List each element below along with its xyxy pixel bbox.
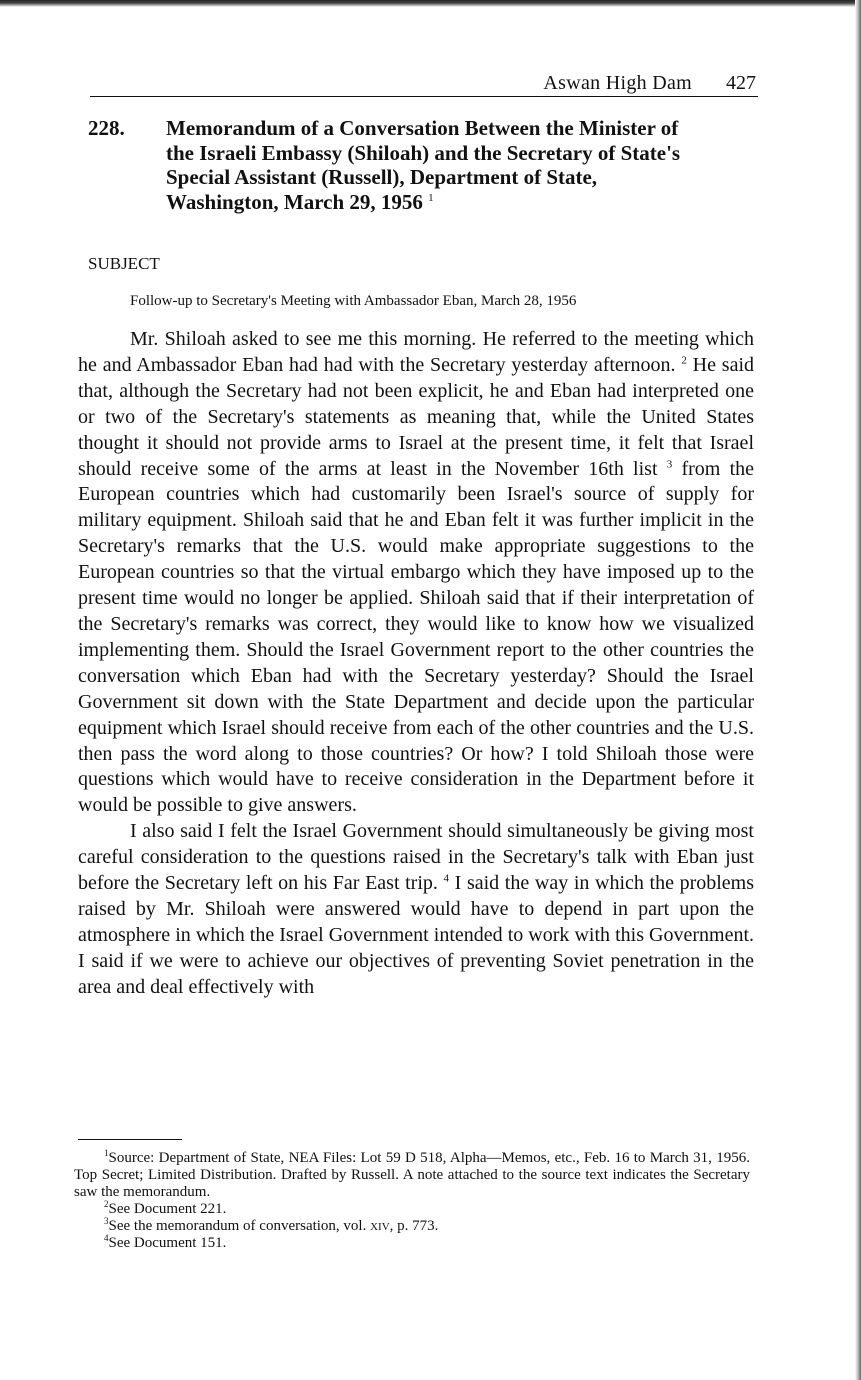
document-number: 228. [88, 116, 125, 140]
running-title: Aswan High Dam [543, 72, 692, 94]
title-line-text: Washington, March 29, 1956 [166, 189, 423, 214]
title-line: Special Assistant (Russell), Department of State, [166, 165, 598, 189]
title-line: Memorandum of a Conversation Between the Minister of [166, 116, 679, 140]
paragraph-text: I said the way in which the problems raised by Mr. Shiloah were answered would have to depend in part upon the atmosphere in which the Israel Government intended to work with this Government. I said if we were to achieve our objectives of preventing Soviet penetration in the area and deal effectively with [78, 872, 755, 998]
footnote [74, 1218, 750, 1235]
footnote-text: See the memorandum of conversation, vol. [108, 1218, 371, 1234]
subject-label: SUBJECT [88, 254, 160, 273]
footnote-marker: 3 [104, 1216, 109, 1226]
footnotes [74, 1150, 750, 1252]
memorandum-body [78, 327, 754, 1001]
footnote-ref: 3 [666, 457, 673, 470]
paragraph-text: from the European countries which had customarily been Israel's source of supply for military equipment. Shiloah said that he and Eban felt it was further implicit in the Secretary's remarks that the U.S. would make appropriate suggestions to the European countries so that the virtual embargo which they have imposed up to the present time would no longer be applied. Shiloah said that if their interpretation of the Secretary's remarks was correct, they would like to know how we visualized implementing them. Should the Israel Government report to the other countries the conversation which Eban had with the Secretary yesterday? Should the Israel Government sit down with the State Department and decide upon the particular equipment which Israel should receive from each of the other countries and the U.S. then pass the word along to those countries? Or how? I told Shiloah those were questions which would have to receive consideration in the Department before it would be possible to give answers. [78, 457, 755, 817]
footnote [74, 1235, 750, 1252]
volume-number: xiv [370, 1218, 390, 1234]
document-title [166, 116, 766, 214]
footnote-ref: 2 [681, 354, 687, 367]
footnote-ref: 1 [428, 191, 434, 204]
title-line [166, 190, 766, 215]
scan-right-edge [855, 0, 861, 1380]
footnote-marker: 1 [104, 1148, 109, 1158]
footnote-text: See Document 221. [108, 1201, 227, 1217]
running-head [90, 70, 758, 97]
subject-text: Follow-up to Secretary's Meeting with Ambassador Eban, March 28, 1956 [130, 293, 577, 309]
title-line: the Israeli Embassy (Shiloah) and the Secretary of State's [166, 140, 681, 165]
page-number: 427 [726, 72, 756, 94]
footnote-marker: 4 [104, 1233, 109, 1243]
footnote-text: See Document 151. [108, 1235, 227, 1251]
footnote-text: Source: Department of State, NEA Files: Lot 59 D 518, Alpha—Memos, etc., Feb. 16 to March 31, 1956. Top Secret; Limited Distribution. Drafted by Russell. A note attached to the source text indicates the Secretary saw the memorandum. [74, 1150, 750, 1200]
footnote-ref: 4 [443, 872, 450, 885]
paragraph [78, 327, 754, 819]
paragraph-text: He said that, although the Secretary had not been explicit, he and Eban had interpreted one or two of the Secretary's statements as meaning that, while the United States thought it should not provide arms to Israel at the present time, it felt that Israel should receive some of the arms at least in the November 16th list [78, 353, 754, 480]
footnote [74, 1201, 750, 1218]
paragraph-text: Mr. Shiloah asked to see me this morning. He referred to the meeting which he and Ambassador Eban had had with the Secretary yesterday afternoon. [78, 328, 754, 376]
scan-top-edge [0, 0, 861, 7]
paragraph [78, 819, 754, 1000]
footnote-marker: 2 [104, 1199, 109, 1209]
footnote-text: , p. 773. [389, 1218, 439, 1234]
footnote-rule [78, 1139, 182, 1140]
footnote [74, 1150, 750, 1201]
paragraph-text: I also said I felt the Israel Government should simultaneously be giving most careful consideration to the questions raised in the Secretary's talk with Eban just before the Secretary left on his Far East trip. [78, 820, 754, 895]
